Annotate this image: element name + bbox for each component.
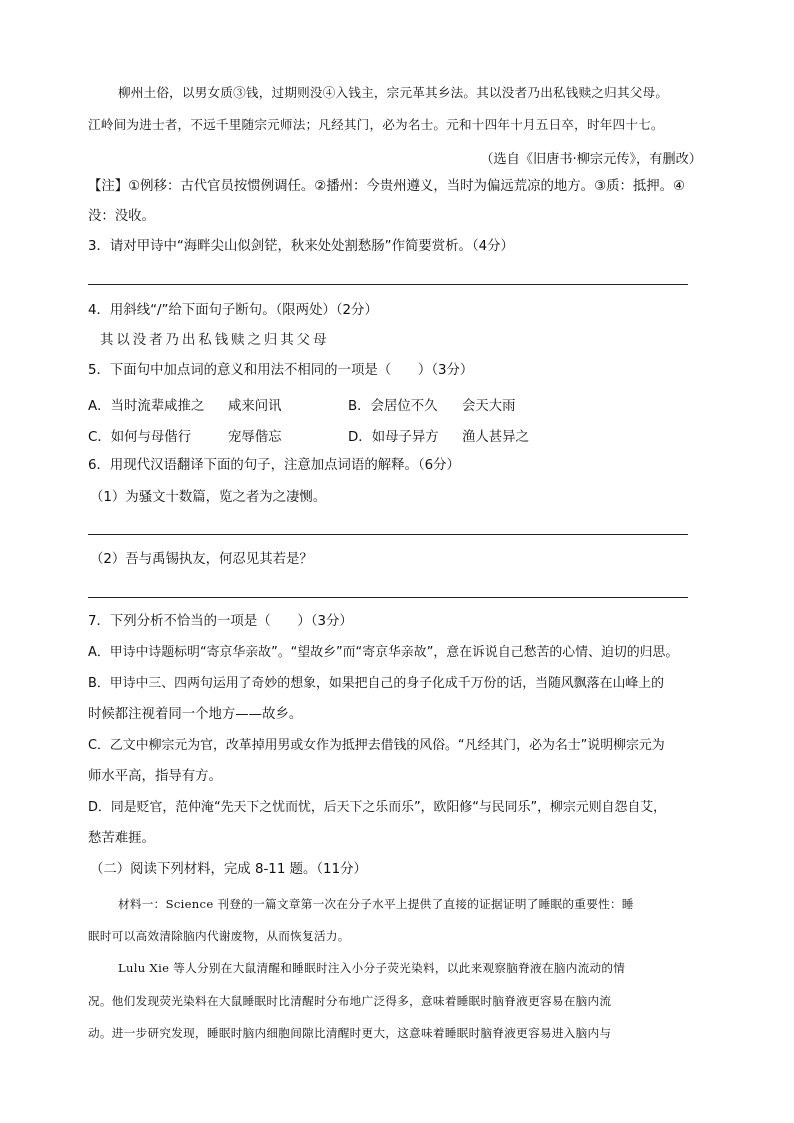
passage-b-line-1: 柳州土俗，以男女质③钱，过期则没④入钱主，宗元革其乡法。其以没者乃出私钱赎之归其父母。	[118, 85, 669, 100]
q5-option-b-pair: 会天大雨	[462, 399, 516, 414]
q5-option-c: C．如何与母偕行	[88, 430, 192, 445]
material-2-line-3: 动。进一步研究发现，睡眠时脑内细胞间隙比清醒时更大，这意味着睡眠时脑脊液更容易进入脑内与	[88, 1026, 612, 1040]
q6-sentence-2: （2）吾与禹锡执友，何忍见其若是？	[90, 552, 313, 567]
section-2-heading: （二）阅读下列材料，完成 8-11 题。（11分）	[90, 862, 367, 877]
passage-source: （选自《旧唐书·柳宗元传》，有删改）	[480, 152, 702, 167]
material-1-line-2: 眠时可以高效清除脑内代谢废物，从而恢复活力。	[88, 929, 350, 943]
q7-option-c-line-2: 师水平高，指导有方。	[88, 769, 222, 784]
answer-line-q3[interactable]	[88, 284, 688, 285]
q5-option-a-pair: 咸来问讯	[228, 399, 282, 414]
q7-option-d-line-2: 愁苦难捱。	[88, 831, 155, 846]
material-2-line-1: Lulu Xie 等人分别在大鼠清醒和睡眠时注入小分子荧光染料，以此来观察脑脊液在脑内流动的情	[118, 961, 626, 975]
q7-option-b-line-1: B．甲诗中三、四两句运用了奇妙的想象，如果把自己的身子化成千万份的话，当随风飘落在山峰上的	[88, 676, 665, 691]
q7-option-a: A．甲诗中诗题标明“寄京华亲故”。“望故乡”而“寄京华亲故”，意在诉说自己愁苦的心情、迫切的归思。	[88, 645, 679, 660]
q5-option-c-pair: 宠辱偕忘	[228, 430, 282, 445]
q6-sentence-1: （1）为骚文十数篇，览之者为之凄恻。	[90, 490, 327, 505]
question-4: 4．用斜线“/”给下面句子断句。（限两处）（2分）	[88, 303, 378, 318]
question-5: 5．下面句中加点词的意义和用法不相同的一项是（ ）（3分）	[88, 363, 474, 378]
question-7: 7．下列分析不恰当的一项是（ ）（3分）	[88, 614, 353, 629]
material-2-line-2: 况。他们发现荧光染料在大鼠睡眠时比清醒时分布地广泛得多，意味着睡眠时脑脊液更容易在脑内流	[88, 994, 612, 1008]
q7-option-b-line-2: 时候都注视着同一个地方——故乡。	[88, 707, 303, 722]
answer-line-q6-2[interactable]	[88, 597, 688, 598]
q7-option-d-line-1: D．同是贬官，范仲淹“先天下之忧而忧，后天下之乐而乐”，欧阳修“与民同乐”，柳宗元则自怨自艾，	[88, 800, 667, 815]
q5-option-d-pair: 渔人甚异之	[462, 430, 529, 445]
passage-b-line-2: 江岭间为进士者，不远千里随宗元师法；凡经其门，必为名士。元和十四年十月五日卒，时年四十七。	[88, 117, 664, 132]
q5-option-d: D．如母子异方	[348, 430, 439, 445]
question-3: 3．请对甲诗中“海畔尖山似剑铓，秋来处处割愁肠”作简要赏析。（4分）	[88, 239, 514, 254]
note-line-1: 【注】①例移：古代官员按惯例调任。②播州：今贵州遵义，当时为偏远荒凉的地方。③质：抵押。④	[88, 179, 686, 194]
q5-option-a: A．当时流辈咸推之	[88, 399, 205, 414]
material-1-line-1: 材料一：Science 刊登的一篇文章第一次在分子水平上提供了直接的证据证明了睡眠的重要性：睡	[118, 897, 634, 911]
q7-option-c-line-1: C．乙文中柳宗元为官，改革掉用男或女作为抵押去借钱的风俗。“凡经其门，必为名士”说明柳宗元为	[88, 738, 665, 753]
answer-line-q6-1[interactable]	[88, 534, 688, 535]
note-line-2: 没：没收。	[88, 209, 155, 224]
q4-sentence: 其以没者乃出私钱赎之归其父母	[100, 333, 330, 348]
q5-option-b: B．会居位不久	[348, 399, 438, 414]
question-6: 6．用现代汉语翻译下面的句子，注意加点词语的解释。（6分）	[88, 458, 460, 473]
